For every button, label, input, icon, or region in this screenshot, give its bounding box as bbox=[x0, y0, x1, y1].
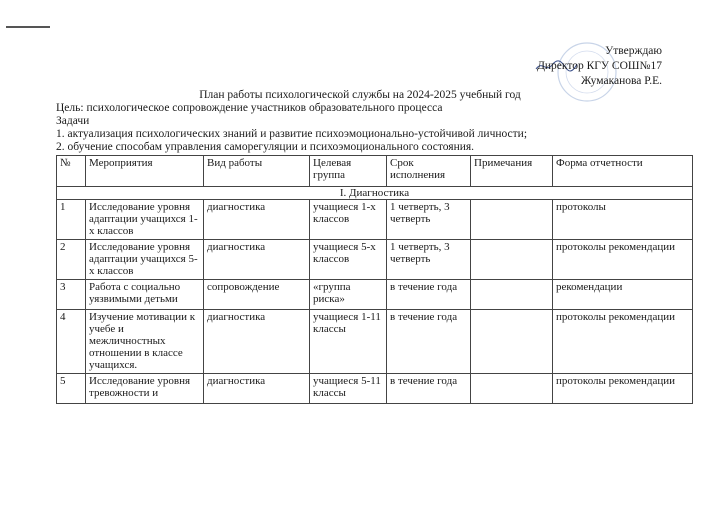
cell-type: диагностика bbox=[204, 240, 310, 280]
cell-group: учащиеся 5-11 классы bbox=[310, 374, 387, 404]
header-type: Вид работы bbox=[204, 156, 310, 187]
cell-term: 1 четверть, 3 четверть bbox=[387, 200, 471, 240]
cell-type: диагностика bbox=[204, 200, 310, 240]
cell-num: 2 bbox=[57, 240, 86, 280]
table-row bbox=[57, 200, 693, 240]
cell-report: протоколы bbox=[553, 200, 693, 240]
cell-num: 3 bbox=[57, 280, 86, 310]
approval-block bbox=[537, 44, 662, 89]
cell-event: Исследование уровня тревожности и bbox=[86, 374, 204, 404]
table-row bbox=[57, 240, 693, 280]
cell-num: 5 bbox=[57, 374, 86, 404]
cell-notes bbox=[471, 374, 553, 404]
cell-notes bbox=[471, 200, 553, 240]
cell-report: рекомендации bbox=[553, 280, 693, 310]
intro-block bbox=[56, 102, 527, 154]
table-row bbox=[57, 310, 693, 374]
cell-report: протоколы рекомендации bbox=[553, 310, 693, 374]
cell-event: Изучение мотивации к учебе и межличностных отношении в классе учащихся. bbox=[86, 310, 204, 374]
cell-report: протоколы рекомендации bbox=[553, 374, 693, 404]
cell-notes bbox=[471, 310, 553, 374]
approval-name: Жумаканова Р.Е. bbox=[580, 75, 662, 87]
scan-mark bbox=[6, 26, 50, 28]
cell-event: Исследование уровня адаптации учащихся 1-х классов bbox=[86, 200, 204, 240]
header-term: Срок исполнения bbox=[387, 156, 471, 187]
task-item: 1. актуализация психологических знаний и развитие психоэмоционально-устойчивой личности; bbox=[56, 128, 528, 140]
cell-num: 4 bbox=[57, 310, 86, 374]
header-notes: Примечания bbox=[471, 156, 553, 187]
header-num: № bbox=[57, 156, 86, 187]
task-item: 2. обучение способам управления саморегуляции и психоэмоционального состояния. bbox=[56, 141, 475, 153]
header-report: Форма отчетности bbox=[553, 156, 693, 187]
cell-group: учащиеся 5-х классов bbox=[310, 240, 387, 280]
cell-num: 1 bbox=[57, 200, 86, 240]
cell-group: «группа риска» bbox=[310, 280, 387, 310]
section-row bbox=[57, 187, 693, 200]
cell-type: диагностика bbox=[204, 310, 310, 374]
cell-group: учащиеся 1-х классов bbox=[310, 200, 387, 240]
cell-term: в течение года bbox=[387, 310, 471, 374]
header-event: Мероприятия bbox=[86, 156, 204, 187]
document-title: План работы психологической службы на 2024-2025 учебный год bbox=[199, 89, 521, 101]
cell-term: в течение года bbox=[387, 374, 471, 404]
cell-type: диагностика bbox=[204, 374, 310, 404]
cell-type: сопровождение bbox=[204, 280, 310, 310]
cell-event: Работа с социально уязвимыми детьми bbox=[86, 280, 204, 310]
table-header-row bbox=[57, 156, 693, 187]
goal-text: Цель: психологическое сопровождение участников образовательного процесса bbox=[56, 102, 443, 114]
cell-notes bbox=[471, 240, 553, 280]
header-group: Целевая группа bbox=[310, 156, 387, 187]
approval-line: Утверждаю bbox=[605, 45, 662, 57]
plan-table bbox=[56, 155, 693, 404]
table-row bbox=[57, 280, 693, 310]
table-row bbox=[57, 374, 693, 404]
section-title: I. Диагностика bbox=[57, 187, 693, 200]
cell-term: в течение года bbox=[387, 280, 471, 310]
cell-notes bbox=[471, 280, 553, 310]
cell-group: учащиеся 1-11 классы bbox=[310, 310, 387, 374]
tasks-heading: Задачи bbox=[56, 115, 90, 127]
cell-term: 1 четверть, 3 четверть bbox=[387, 240, 471, 280]
approval-position: Директор КГУ СОШ№17 bbox=[537, 60, 662, 72]
cell-report: протоколы рекомендации bbox=[553, 240, 693, 280]
cell-event: Исследование уровня адаптации учащихся 5-х классов bbox=[86, 240, 204, 280]
